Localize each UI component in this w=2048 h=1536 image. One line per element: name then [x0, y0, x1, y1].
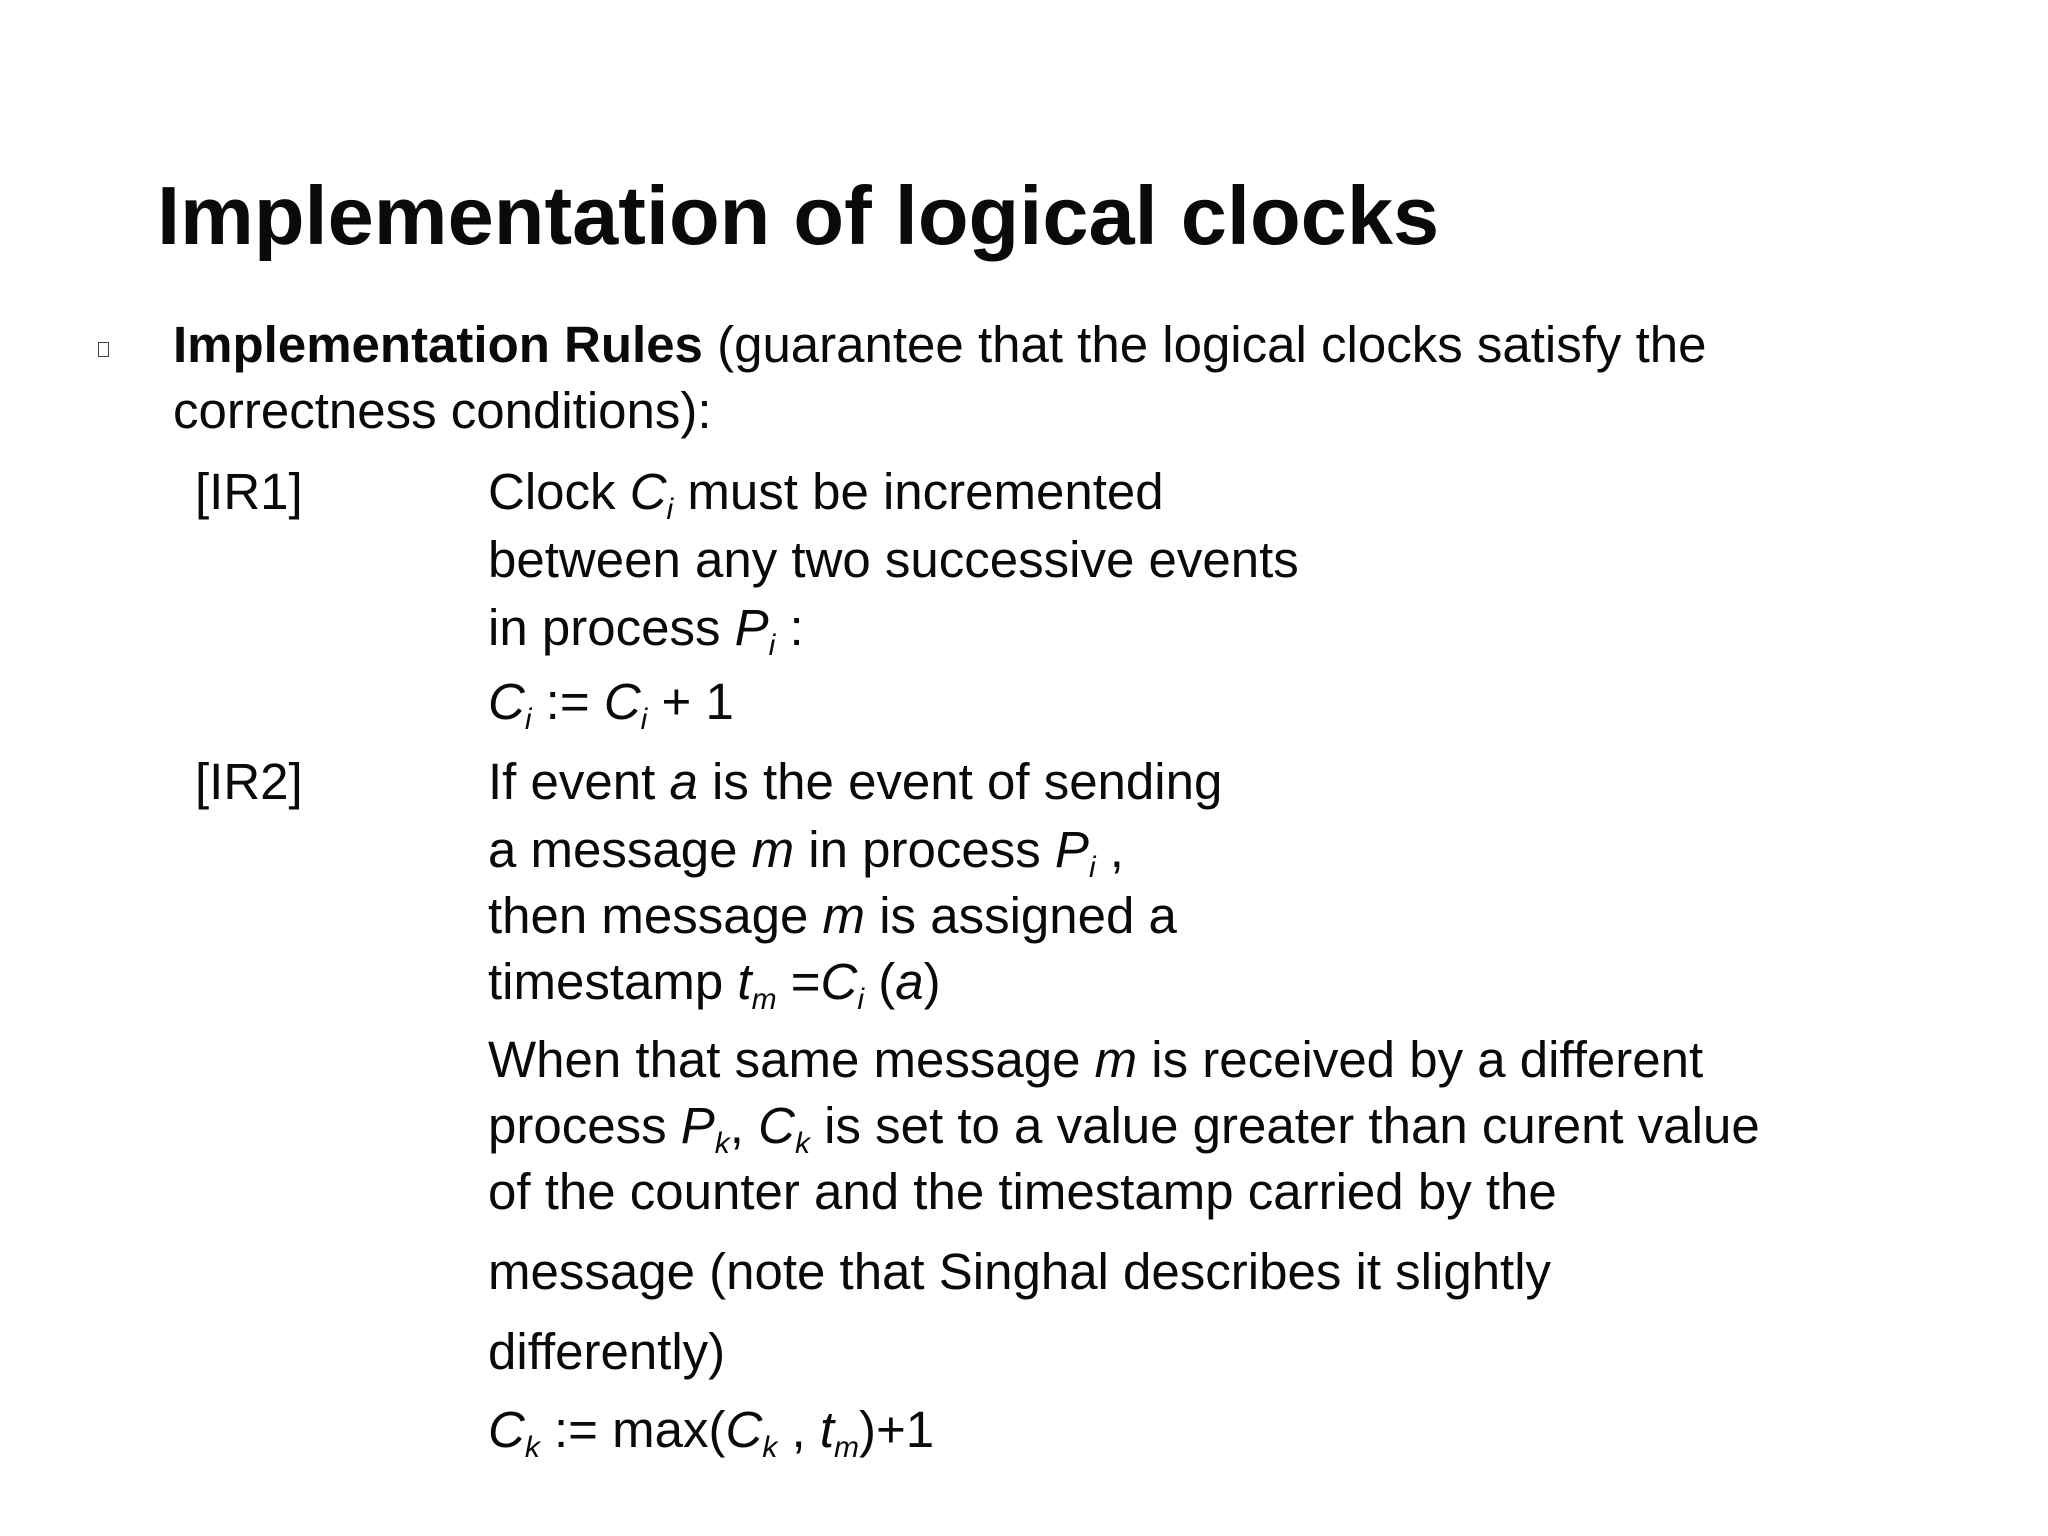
ir2-var: C: [758, 1097, 795, 1154]
ir1-var: C: [629, 463, 667, 520]
ir2-text: (: [864, 953, 896, 1010]
ir1-sub: i: [640, 703, 648, 736]
ir1-line-2: between any two successive events: [488, 531, 1299, 588]
ir1-text: in process: [488, 599, 735, 656]
ir2-text: =: [776, 953, 821, 1010]
ir1-var: C: [603, 673, 641, 730]
ir2-sub: m: [834, 1431, 859, 1464]
ir2-var: m: [822, 887, 866, 944]
bullet-text-part2: correctness conditions):: [173, 382, 712, 439]
ir1-text: must be incremented: [673, 463, 1164, 520]
ir1-sub: i: [666, 493, 674, 526]
ir2-var: m: [751, 821, 795, 878]
ir2-sub: k: [524, 1431, 540, 1464]
rule-label-ir1: [IR1]: [195, 463, 303, 520]
ir2-text: is the event of sending: [697, 753, 1223, 810]
ir2-text: ,: [777, 1401, 820, 1458]
ir2-var: C: [488, 1401, 525, 1458]
ir2-var: a: [669, 753, 698, 810]
ir2-line-1: [488, 752, 1222, 811]
ir2-text: timestamp: [488, 953, 738, 1010]
bullet-icon: [98, 342, 109, 357]
ir2-text: in process: [794, 821, 1055, 878]
ir2-var: t: [737, 953, 752, 1010]
ir2-text: a message: [488, 821, 752, 878]
ir2-text: ): [923, 953, 941, 1010]
ir2-formula: [488, 1400, 935, 1464]
ir2-text: ,: [1095, 821, 1124, 878]
ir2-sub: i: [1088, 851, 1096, 884]
ir2-sub: k: [762, 1431, 778, 1464]
ir2-line-3: [488, 886, 1177, 945]
ir2-text: is set to a value greater than curent value: [809, 1097, 1760, 1154]
ir1-text: + 1: [647, 673, 734, 730]
ir2-line-5: [488, 1030, 1703, 1089]
ir2-text: is assigned a: [865, 887, 1177, 944]
ir1-line-1: [488, 462, 1164, 526]
ir2-sub: k: [794, 1127, 810, 1160]
rule-label-ir2: [IR2]: [195, 753, 303, 810]
ir2-sub: i: [857, 983, 865, 1016]
ir1-sub: i: [768, 629, 776, 662]
ir2-line-9: differently): [488, 1323, 726, 1380]
ir1-var: C: [488, 673, 525, 730]
ir1-text: :=: [531, 673, 604, 730]
ir1-line-3: [488, 598, 804, 662]
ir2-text: := max(: [539, 1401, 726, 1458]
ir1-text: :: [775, 599, 804, 656]
ir1-var: P: [734, 599, 769, 656]
ir2-var: a: [895, 953, 924, 1010]
ir2-var: t: [819, 1401, 834, 1458]
bullet-heading: Implementation Rules: [173, 316, 703, 373]
ir2-var: C: [820, 953, 858, 1010]
ir2-text: When that same message: [488, 1031, 1095, 1088]
ir2-line-6: [488, 1096, 1760, 1160]
bullet-paragraph: [173, 312, 1873, 444]
ir2-sub: m: [751, 983, 777, 1016]
bullet-text-part1: (guarantee that the logical clocks satisfy the: [702, 316, 1707, 373]
ir2-var: P: [1054, 821, 1089, 878]
ir2-line-7: of the counter and the timestamp carried by the: [488, 1163, 1557, 1220]
ir2-var: m: [1094, 1031, 1138, 1088]
ir2-sub: k: [714, 1127, 730, 1160]
ir2-var: P: [680, 1097, 715, 1154]
ir2-var: C: [725, 1401, 763, 1458]
ir2-text: is received by a different: [1137, 1031, 1704, 1088]
ir2-text: then message: [488, 887, 823, 944]
ir2-text: If event: [488, 753, 670, 810]
ir1-text: Clock: [488, 463, 630, 520]
slide-title: Implementation of logical clocks: [157, 169, 1440, 262]
ir2-text: )+1: [859, 1401, 935, 1458]
ir1-sub: i: [524, 703, 532, 736]
ir2-line-8: message (note that Singhal describes it slightly: [488, 1243, 1552, 1300]
ir2-text: process: [488, 1097, 681, 1154]
ir2-text: ,: [729, 1097, 759, 1154]
ir2-line-2: [488, 820, 1124, 884]
ir2-line-4: [488, 952, 941, 1016]
ir1-formula: [488, 672, 734, 736]
